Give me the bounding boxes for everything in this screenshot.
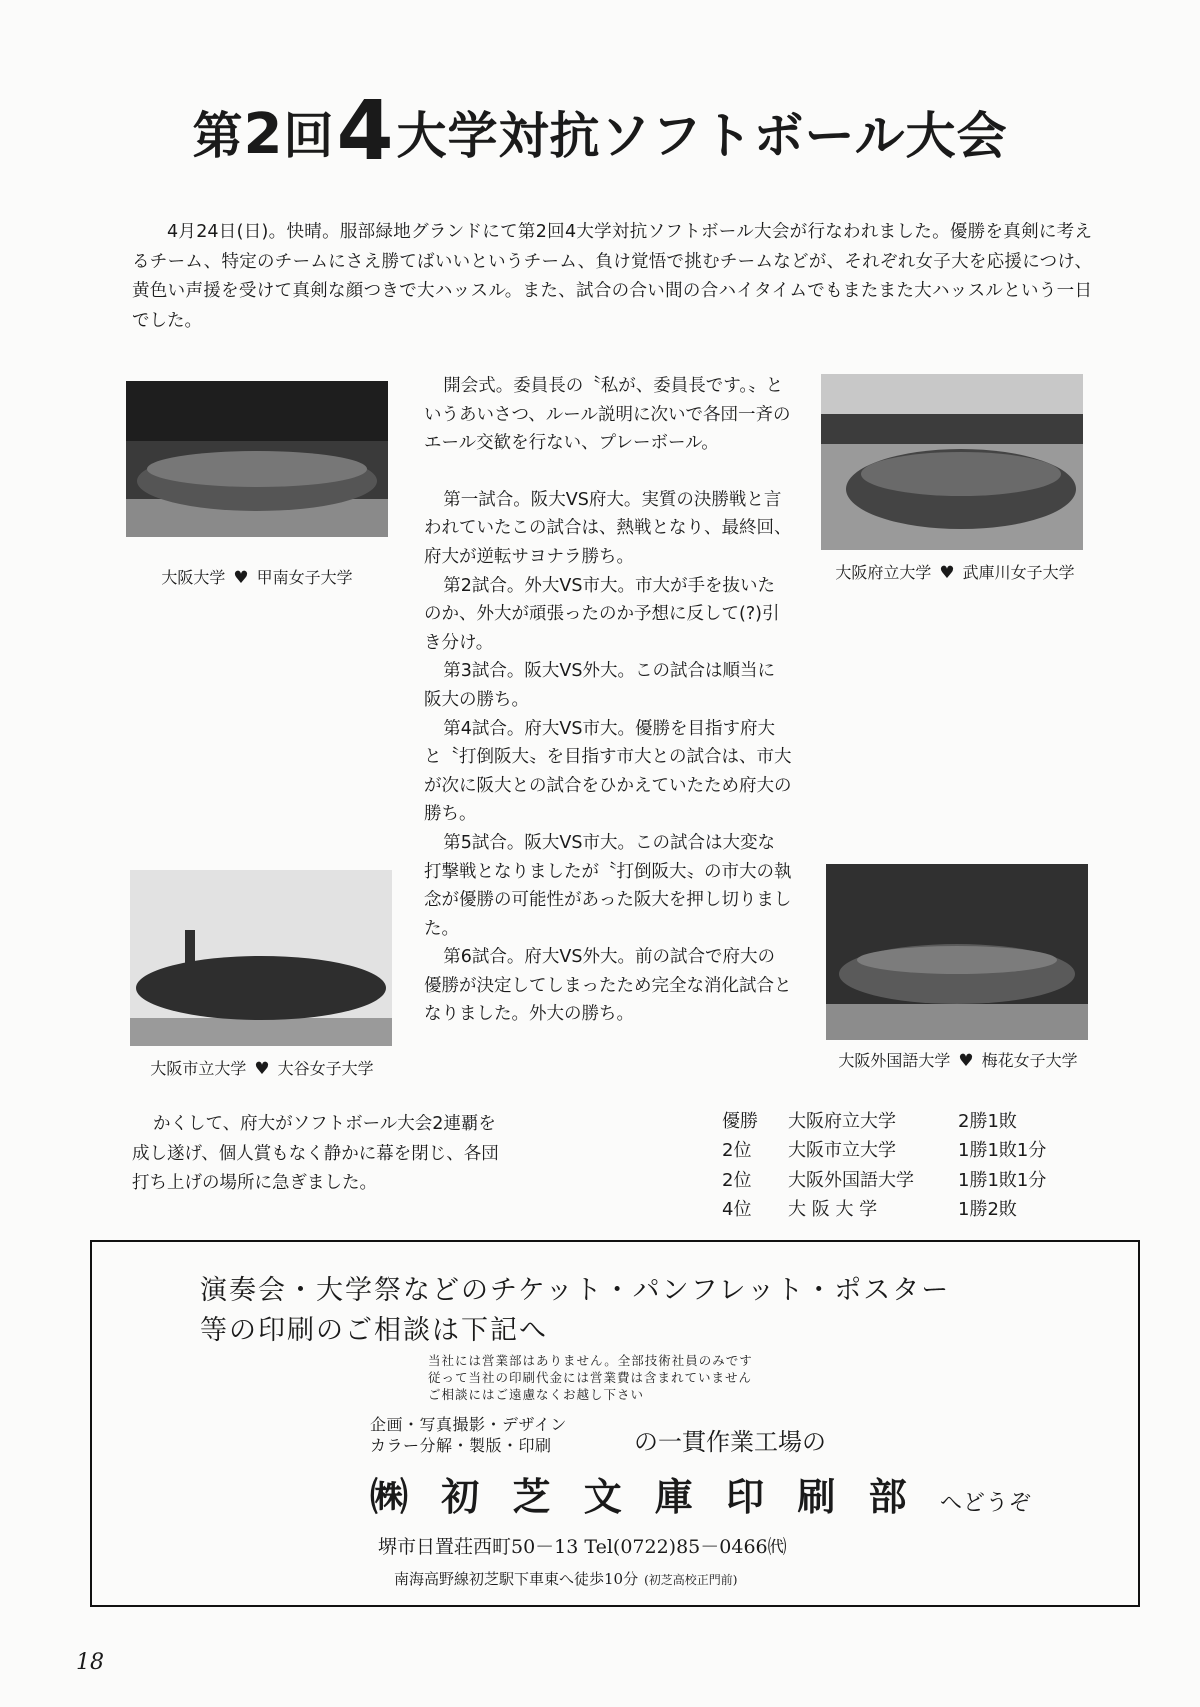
- intro-text: 4月24日(日)。快晴。服部緑地グランドにて第2回4大学対抗ソフトボール大会が行なわれました。優勝を真剣に考えるチーム、特定のチームにさえ勝てばいいというチーム、負け覚悟で挑むチームなどが、それぞれ女子大を応援につけ、黄色い声援を受けて真剣な顔つきで大ハッスル。また、試合の合い間の合ハイタイムでもまたまた大ハッスルという一日でした。: [132, 222, 1092, 331]
- result-team: 大阪外国語大学: [788, 1169, 914, 1191]
- caption-university: 武庫川女子大学: [962, 563, 1075, 582]
- ad-note-line: ご相談にはご遠慮なくお越し下さい: [428, 1387, 645, 1402]
- caption-university: 大阪府立大学: [835, 563, 932, 582]
- caption-university: 大谷女子大学: [277, 1059, 374, 1078]
- result-team: 大阪府立大学: [788, 1111, 896, 1132]
- title-number: 2: [243, 102, 284, 167]
- report-paragraph: 第6試合。府大VS外大。前の試合で府大の優勝が決定してしまったため完全な消化試合となりました。外大の勝ち。: [424, 947, 792, 1025]
- paragraph-gap: [424, 458, 792, 486]
- ad-services: [370, 1414, 567, 1456]
- ad-directions-note: (初芝高校正門前): [644, 1573, 738, 1587]
- ad-directions: [394, 1568, 737, 1589]
- caption-university: 大阪市立大学: [150, 1059, 247, 1078]
- result-rank: 4位: [722, 1199, 752, 1221]
- caption-university: 大阪大学: [161, 568, 226, 587]
- result-rank: 2位: [722, 1169, 752, 1191]
- title-big-number: 4: [336, 84, 395, 179]
- heart-icon: ♥: [254, 1059, 270, 1079]
- ad-service-tagline: の一貫作業工場の: [634, 1428, 826, 1456]
- ad-service-line: カラー分解・製版・印刷: [370, 1436, 552, 1455]
- ad-company: [370, 1466, 1032, 1521]
- heart-icon: ♥: [233, 568, 249, 588]
- results-row: [722, 1195, 1098, 1224]
- ad-headline: 演奏会・大学祭などのチケット・パンフレット・ポスター: [200, 1275, 951, 1306]
- results-row: [722, 1166, 1098, 1195]
- closing-paragraph: [132, 1110, 504, 1199]
- photo-osaka-konan: [126, 381, 388, 537]
- result-record: 1勝2敗: [958, 1199, 1017, 1221]
- report-paragraph: 第5試合。阪大VS市大。この試合は大変な打撃戦となりましたが〝打倒阪大〟の市大の執念が優勝の可能性があった阪大を押し切りました。: [424, 832, 792, 939]
- ad-service-line: 企画・写真撮影・デザイン: [370, 1415, 567, 1434]
- ad-company-name: ㈱ 初 芝 文 庫 印 刷 部: [370, 1475, 917, 1519]
- result-rank: 優勝: [722, 1111, 758, 1132]
- intro-paragraph: [132, 218, 1092, 336]
- caption-university: 甲南女子大学: [256, 568, 353, 587]
- ad-headline: 等の印刷のご相談は下記へ: [200, 1315, 548, 1346]
- result-team: 大阪市立大学: [788, 1140, 896, 1162]
- report-paragraph: 第3試合。阪大VS外大。この試合は順当に阪大の勝ち。: [424, 661, 775, 710]
- caption-photo-2: [815, 560, 1095, 583]
- closing-text: かくして、府大がソフトボール大会2連覇を成し遂げ、個人賞もなく静かに幕を閉じ、各団打ち上げの場所に急ぎました。: [132, 1114, 499, 1193]
- results-table: [722, 1107, 1098, 1225]
- report-paragraph: 開会式。委員長の〝私が、委員長です。〟というあいさつ、ルール説明に次いで各団一斉のエール交歓を行ない、プレーボール。: [424, 376, 791, 454]
- ad-directions-text: 南海高野線初芝駅下車東へ徒歩10分: [394, 1570, 639, 1588]
- page-title: [0, 84, 1200, 179]
- heart-icon: ♥: [939, 563, 955, 583]
- result-rank: 2位: [722, 1140, 752, 1162]
- printing-advertisement: [90, 1240, 1140, 1607]
- title-text: 第: [192, 107, 244, 165]
- title-text: 大学対抗ソフトボール大会: [396, 107, 1008, 165]
- photo-shiritsu-otani: [130, 870, 392, 1046]
- title-text: 回: [283, 107, 335, 165]
- caption-university: 梅花女子大学: [981, 1051, 1078, 1070]
- caption-photo-1: [126, 565, 388, 588]
- result-record: 2勝1敗: [958, 1111, 1017, 1132]
- ad-note-line: 当社には営業部はありません。全部技術社員のみです: [428, 1353, 753, 1368]
- result-record: 1勝1敗1分: [958, 1140, 1047, 1162]
- result-team: 大 阪 大 学: [788, 1199, 878, 1221]
- report-paragraph: 第2試合。外大VS市大。市大が手を抜いたのか、外大が頑張ったのか予想に反して(?)引き分け。: [424, 575, 780, 653]
- caption-university: 大阪外国語大学: [838, 1051, 951, 1070]
- ad-note-line: 従って当社の印刷代金には営業費は含まれていません: [428, 1370, 753, 1385]
- ad-address: 堺市日置荘西町50－13 Tel(0722)85－0466㈹: [378, 1536, 787, 1558]
- results-row: [722, 1107, 1098, 1136]
- caption-photo-4: [818, 1048, 1098, 1071]
- photo-gaidai-baika: [826, 864, 1088, 1040]
- photo-furitsu-mukogawa: [821, 374, 1083, 550]
- caption-photo-3: [126, 1056, 398, 1079]
- report-paragraph: 第4試合。府大VS市大。優勝を目指す府大と〝打倒阪大〟を目指す市大との試合は、市大が次に阪大との試合をひかえていたため府大の勝ち。: [424, 718, 792, 825]
- results-row: [722, 1136, 1098, 1165]
- ad-company-suffix: へどうぞ: [939, 1491, 1032, 1516]
- report-paragraph: 第一試合。阪大VS府大。実質の決勝戦と言われていたこの試合は、熱戦となり、最終回、府大が逆転サヨナラ勝ち。: [424, 489, 792, 567]
- page-number: 18: [76, 1650, 104, 1675]
- match-report-column: [424, 372, 792, 1029]
- heart-icon: ♥: [958, 1051, 974, 1071]
- result-record: 1勝1敗1分: [958, 1169, 1047, 1191]
- ad-note: [428, 1352, 753, 1403]
